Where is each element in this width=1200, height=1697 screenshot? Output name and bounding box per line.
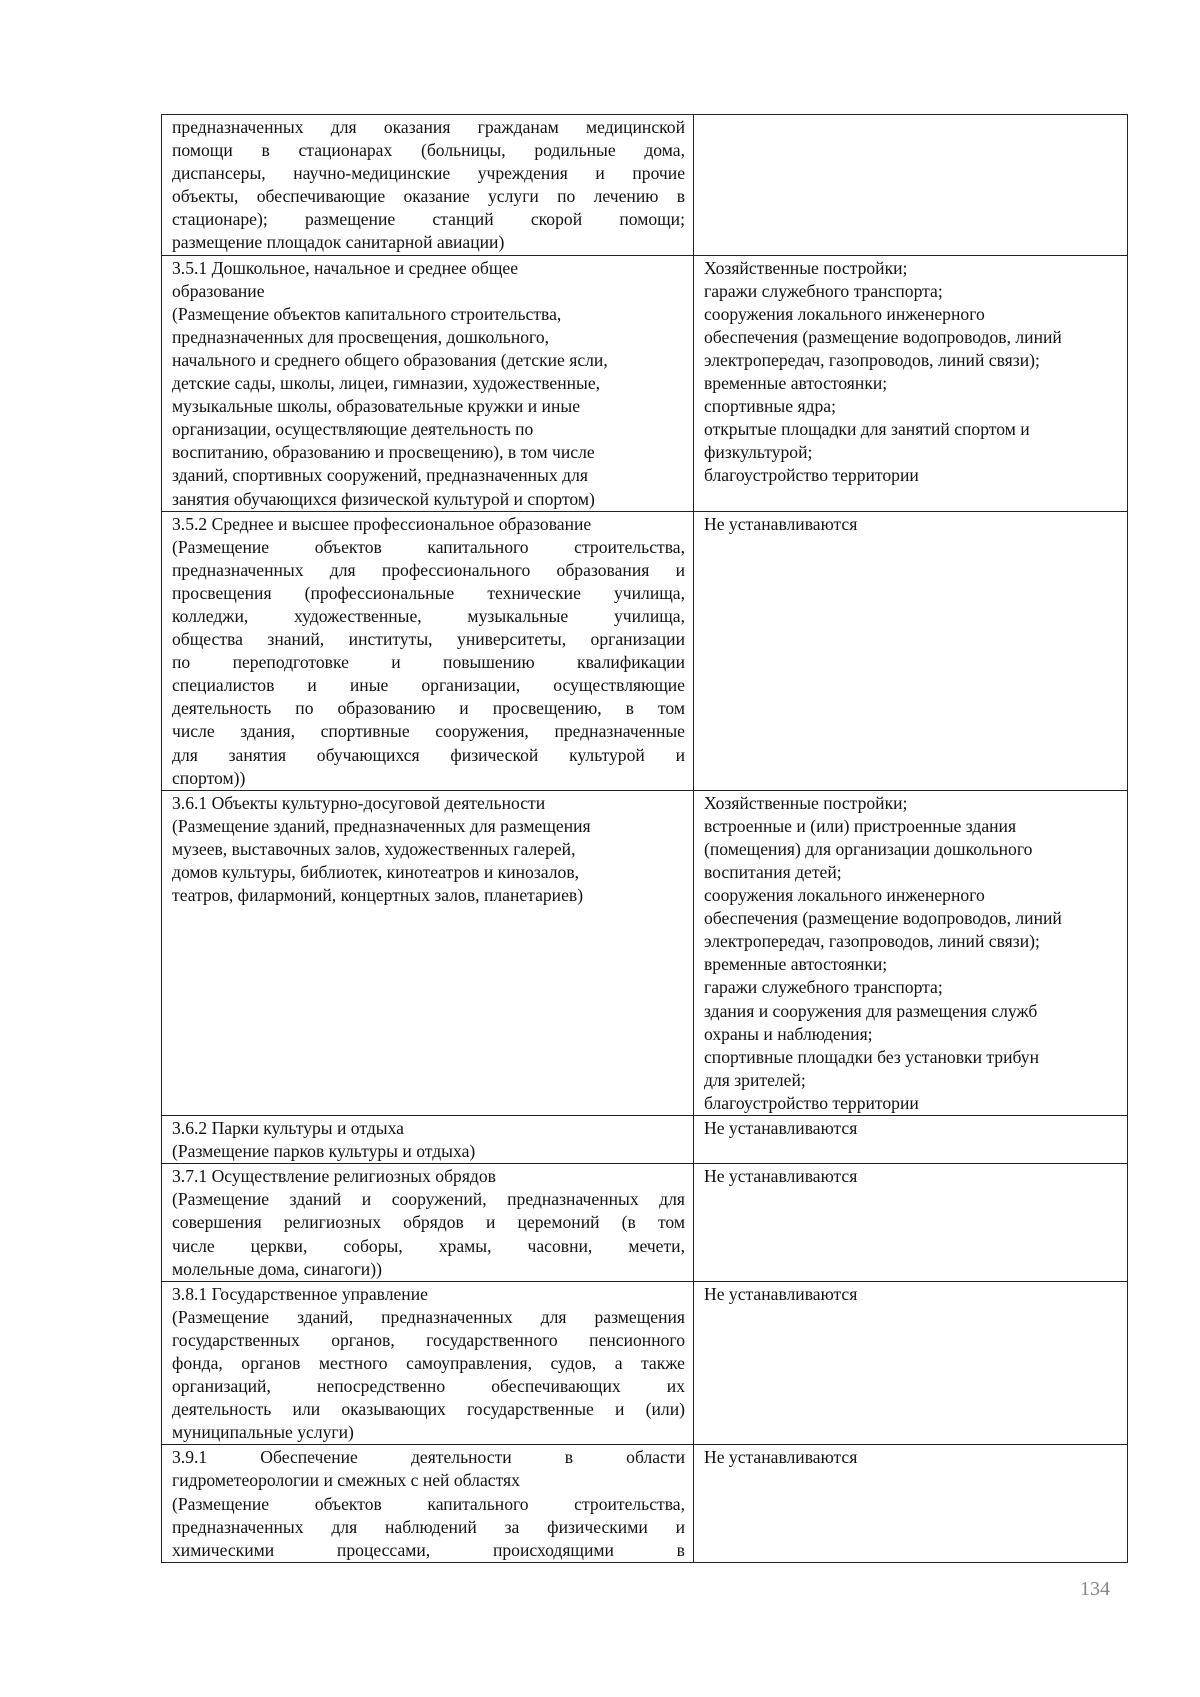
auxiliary-use-cell (694, 1445, 1128, 1562)
cell-text-line: предназначенных для просвещения, дошкольного, (172, 326, 550, 347)
cell-text-line: (Размещение зданий, предназначенных для размещения (172, 815, 591, 836)
cell-text-line: общества знаний, институты, университеты, организации (172, 629, 685, 650)
cell-text-line: (Размещение парков культуры и отдыха) (172, 1141, 476, 1162)
cell-text-line: просвещения (профессиональные технические училища, (172, 582, 685, 603)
cell-text-line: музеев, выставочных залов, художественных галерей, (172, 838, 576, 859)
cell-text-line: объекты, обеспечивающие оказание услуги по лечению в (172, 186, 685, 207)
cell-text-line: гаражи служебного транспорта; (704, 280, 943, 301)
cell-text-line: физкультурой; (704, 442, 813, 463)
cell-text-line: образование (172, 280, 265, 301)
cell-text-line: начального и среднего общего образования (детские ясли, (172, 349, 608, 370)
cell-text-line: Хозяйственные постройки; (704, 257, 908, 278)
cell-text-line: по переподготовке и повышению квалификации (172, 652, 685, 673)
table-row (162, 255, 1128, 511)
land-use-type-cell (162, 1164, 694, 1281)
cell-text-line: воспитанию, образованию и просвещению), в том числе (172, 442, 595, 463)
cell-text-line: гидрометеорологии и смежных с ней областях (172, 1470, 520, 1491)
cell-text-line: Не устанавливаются (704, 513, 858, 534)
cell-text-line: для занятия обучающихся физической культурой и (172, 744, 685, 765)
auxiliary-use-cell (694, 511, 1128, 790)
land-use-type-cell (162, 1116, 694, 1164)
cell-text-line: занятия обучающихся физической культурой и спортом) (172, 488, 595, 509)
auxiliary-use-cell (694, 790, 1128, 1115)
cell-text-line: деятельность по образованию и просвещению, в том (172, 698, 685, 719)
cell-text-line: 3.9.1 Обеспечение деятельности в области (172, 1447, 685, 1468)
cell-text-line: Не устанавливаются (704, 1166, 858, 1187)
cell-text-line: обеспечения (размещение водопроводов, линий (704, 326, 1062, 347)
cell-text-line: 3.6.1 Объекты культурно-досуговой деятельности (172, 792, 546, 813)
cell-text-line: для зрителей; (704, 1069, 806, 1090)
cell-text-line: спортивные площадки без установки трибун (704, 1046, 1040, 1067)
cell-text-line: встроенные и (или) пристроенные здания (704, 815, 1017, 836)
cell-text-line: колледжи, художественные, музыкальные училища, (172, 605, 685, 626)
cell-text-line: 3.5.2 Среднее и высшее профессиональное образование (172, 513, 592, 534)
cell-text-line: 3.8.1 Государственное управление (172, 1283, 428, 1304)
cell-text-line: фонда, органов местного самоуправления, судов, а также (172, 1352, 685, 1373)
cell-text-line: (Размещение объектов капитального строительства, (172, 303, 562, 324)
cell-text-line: электропередач, газопроводов, линий связи); (704, 349, 1040, 370)
cell-text-line: организации, осуществляющие деятельность по (172, 419, 534, 440)
table-row (162, 1445, 1128, 1562)
cell-text-line: (помещения) для организации дошкольного (704, 838, 1033, 859)
land-use-type-cell (162, 511, 694, 790)
cell-text-line: Хозяйственные постройки; (704, 792, 908, 813)
land-use-type-cell (162, 1281, 694, 1445)
cell-text-line: детские сады, школы, лицеи, гимназии, художественные, (172, 373, 601, 394)
land-use-table (161, 114, 1128, 1563)
cell-text-line: диспансеры, научно-медицинские учреждения и прочие (172, 163, 685, 184)
auxiliary-use-cell (694, 1164, 1128, 1281)
cell-text-line: спортом)) (172, 767, 246, 788)
cell-text-line: благоустройство территории (704, 1092, 919, 1113)
land-use-type-cell (162, 790, 694, 1115)
cell-text-line: 3.7.1 Осуществление религиозных обрядов (172, 1166, 496, 1187)
cell-text-line: 3.5.1 Дошкольное, начальное и среднее общее (172, 257, 519, 278)
table-row (162, 1116, 1128, 1164)
cell-text-line: охраны и наблюдения; (704, 1023, 873, 1044)
cell-text-line: Не устанавливаются (704, 1447, 858, 1468)
cell-text-line: стационаре); размещение станций скорой помощи; (172, 209, 685, 230)
cell-text-line: 3.6.2 Парки культуры и отдыха (172, 1118, 404, 1139)
auxiliary-use-cell (694, 115, 1128, 256)
cell-text-line: Не устанавливаются (704, 1118, 858, 1139)
cell-text-line: обеспечения (размещение водопроводов, линий (704, 908, 1062, 929)
cell-text-line: числе здания, спортивные сооружения, предназначенные (172, 721, 685, 742)
table-row (162, 1281, 1128, 1445)
cell-text-line: гаражи служебного транспорта; (704, 977, 943, 998)
cell-text-line: временные автостоянки; (704, 954, 888, 975)
land-use-type-cell (162, 115, 694, 256)
cell-text-line: муниципальные услуги) (172, 1422, 354, 1443)
cell-text-line: предназначенных для оказания гражданам медицинской (172, 117, 685, 137)
auxiliary-use-cell (694, 1281, 1128, 1445)
cell-text-line: (Размещение объектов капитального строительства, (172, 536, 685, 557)
cell-text-line: зданий, спортивных сооружений, предназначенных для (172, 465, 588, 486)
cell-text-line: сооружения локального инженерного (704, 303, 985, 324)
cell-text-line: молельные дома, синагоги)) (172, 1258, 382, 1279)
cell-text-line: Не устанавливаются (704, 1283, 858, 1304)
cell-text-line: предназначенных для наблюдений за физическими и (172, 1516, 685, 1537)
cell-text-line: химическими процессами, происходящими в (172, 1539, 685, 1560)
cell-text-line: размещение площадок санитарной авиации) (172, 232, 505, 253)
cell-text-line: здания и сооружения для размещения служб (704, 1000, 1038, 1021)
table-row (162, 790, 1128, 1115)
land-use-type-cell (162, 255, 694, 511)
cell-text-line: предназначенных для профессионального образования и (172, 559, 685, 580)
auxiliary-use-cell (694, 1116, 1128, 1164)
land-use-type-cell (162, 1445, 694, 1562)
cell-text-line: деятельность или оказывающих государственные и (или) (172, 1399, 685, 1420)
cell-text-line: электропередач, газопроводов, линий связи); (704, 931, 1040, 952)
cell-text-line: спортивные ядра; (704, 396, 836, 417)
cell-text-line: числе церкви, соборы, храмы, часовни, мечети, (172, 1235, 685, 1256)
cell-text-line: домов культуры, библиотек, кинотеатров и кинозалов, (172, 862, 580, 882)
table-row (162, 115, 1128, 256)
cell-text-line: помощи в стационарах (больницы, родильные дома, (172, 140, 685, 161)
cell-text-line: музыкальные школы, образовательные кружки и иные (172, 396, 580, 417)
cell-text-line: (Размещение объектов капитального строительства, (172, 1493, 685, 1514)
cell-text-line: государственных органов, государственного пенсионного (172, 1329, 685, 1350)
cell-text-line: специалистов и иные организации, осуществляющие (172, 675, 685, 696)
cell-text-line: сооружения локального инженерного (704, 885, 985, 906)
auxiliary-use-cell (694, 255, 1128, 511)
cell-text-line: воспитания детей; (704, 862, 842, 882)
page-number: 134 (1080, 1578, 1110, 1600)
cell-text-line: открытые площадки для занятий спортом и (704, 419, 1030, 440)
cell-text-line: (Размещение зданий и сооружений, предназначенных для (172, 1189, 685, 1210)
cell-text-line: временные автостоянки; (704, 373, 888, 394)
cell-text-line: организаций, непосредственно обеспечивающих их (172, 1376, 685, 1397)
table-row (162, 1164, 1128, 1281)
cell-text-line: театров, филармоний, концертных залов, планетариев) (172, 885, 584, 906)
table-body (162, 115, 1128, 1563)
cell-text-line: совершения религиозных обрядов и церемоний (в том (172, 1212, 685, 1233)
cell-text-line: (Размещение зданий, предназначенных для размещения (172, 1306, 685, 1327)
cell-text-line: благоустройство территории (704, 465, 919, 486)
table-row (162, 511, 1128, 790)
